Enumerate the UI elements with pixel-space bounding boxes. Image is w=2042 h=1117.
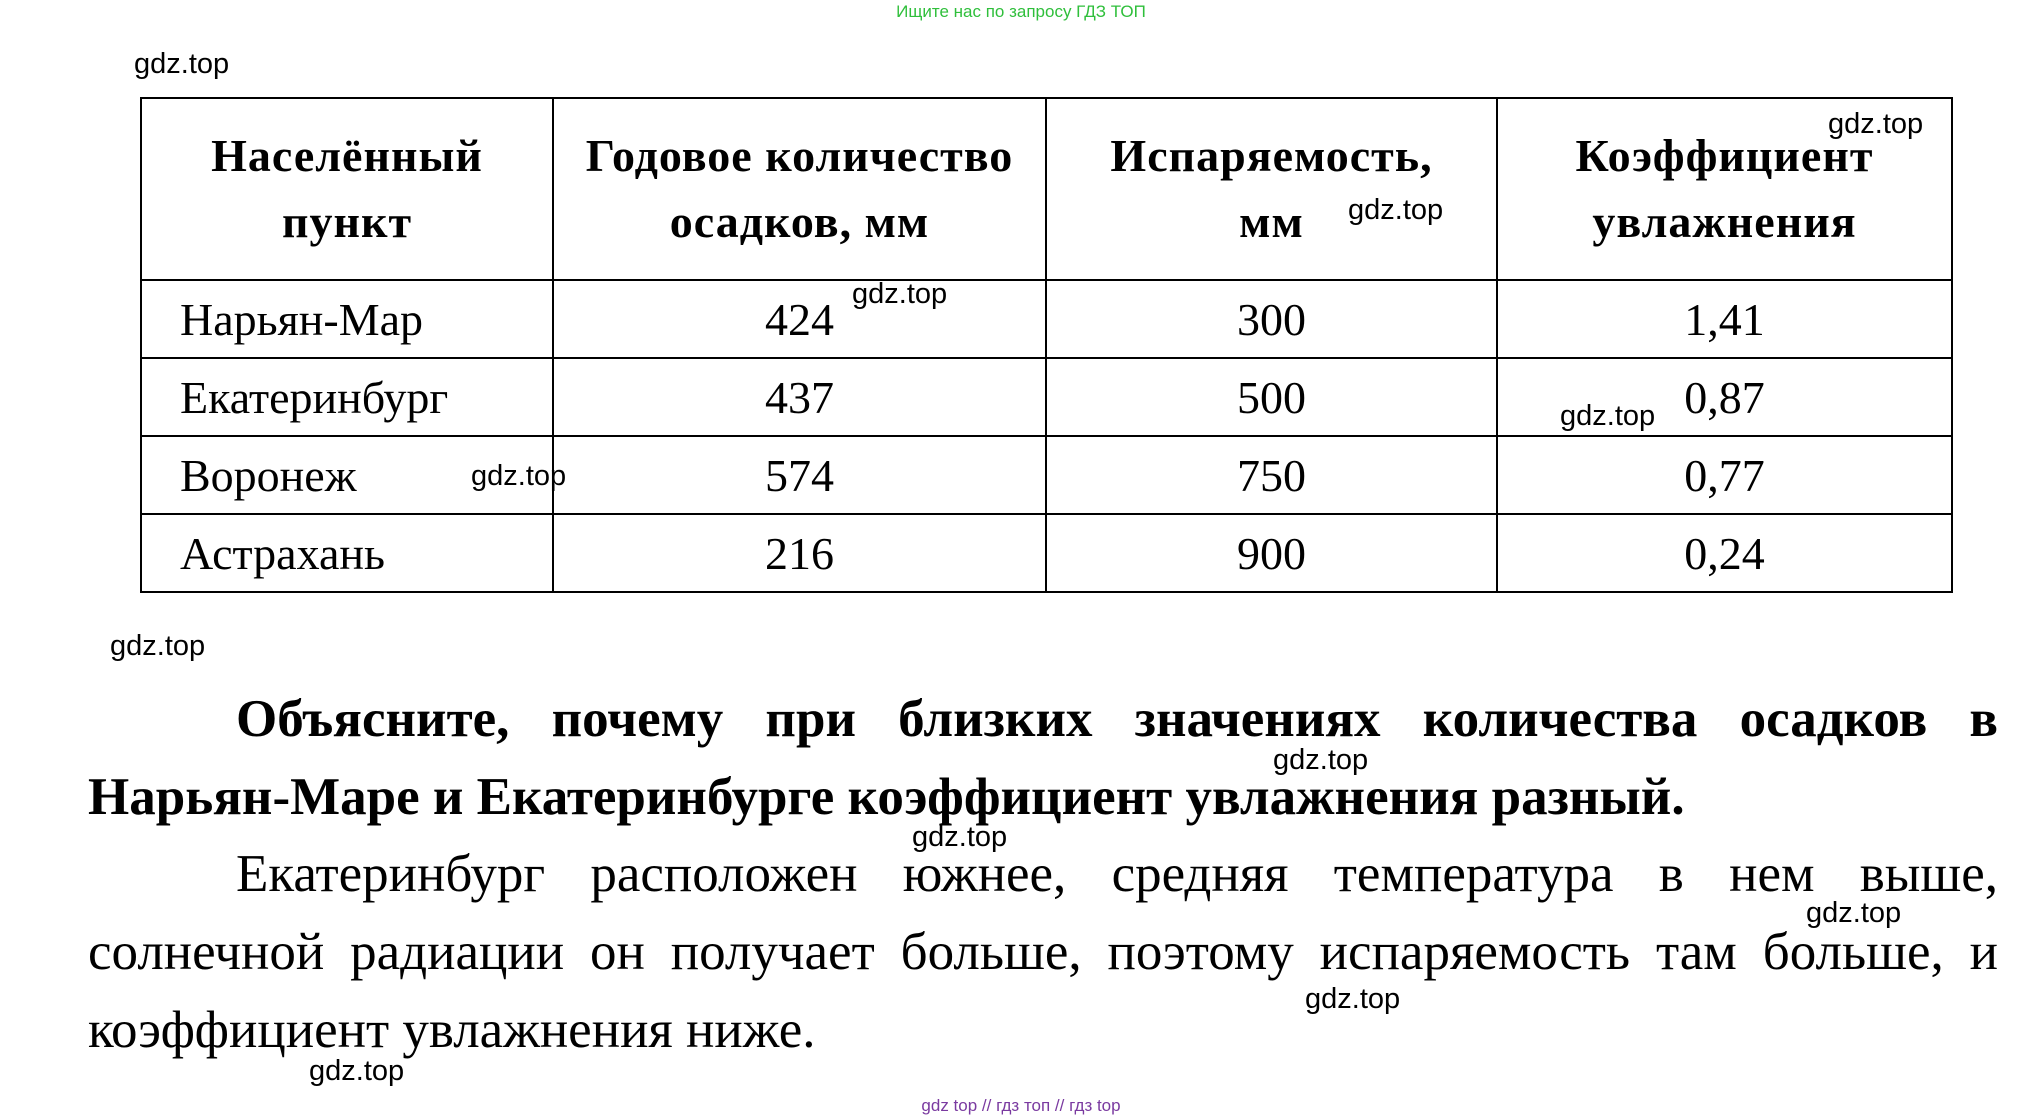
cell-coefficient: 1,41 xyxy=(1497,280,1952,358)
watermark: gdz.top xyxy=(110,630,206,662)
header-coefficient-line1: Коэффициент xyxy=(1575,130,1874,181)
watermark: gdz.top xyxy=(1273,744,1369,776)
watermark: gdz.top xyxy=(1806,897,1902,929)
cell-city: Нарьян-Мар xyxy=(141,280,553,358)
watermark: gdz.top xyxy=(1305,983,1401,1015)
header-precipitation xyxy=(553,98,1046,280)
cell-evaporation: 300 xyxy=(1046,280,1497,358)
watermark: gdz.top xyxy=(309,1055,405,1087)
humidity-table xyxy=(140,97,1953,593)
cell-city: Екатеринбург xyxy=(141,358,553,436)
footer-links: gdz top // гдз топ // гдз top xyxy=(921,1096,1121,1115)
cell-precipitation: 437 xyxy=(553,358,1046,436)
top-banner: Ищите нас по запросу ГДЗ ТОП xyxy=(896,2,1146,21)
table-row xyxy=(141,514,1952,592)
header-settlement-line1: Населённый xyxy=(211,130,483,181)
cell-evaporation: 750 xyxy=(1046,436,1497,514)
cell-city: Воронеж xyxy=(141,436,553,514)
cell-precipitation: 574 xyxy=(553,436,1046,514)
header-settlement-line2: пункт xyxy=(281,196,413,247)
table-header-row xyxy=(141,98,1952,280)
cell-evaporation: 900 xyxy=(1046,514,1497,592)
table-row xyxy=(141,280,1952,358)
question-text: Объясните, почему при близких значениях количества осадков в Нарьян-Маре и Екатеринбурге коэффициент увлажнения разный. xyxy=(88,690,1998,826)
header-evaporation-line2: мм xyxy=(1239,196,1304,247)
watermark: gdz.top xyxy=(1560,400,1656,432)
cell-precipitation: 216 xyxy=(553,514,1046,592)
header-precipitation-line1: Годовое количество xyxy=(585,130,1014,181)
watermark: gdz.top xyxy=(1828,108,1924,140)
header-evaporation xyxy=(1046,98,1497,280)
cell-evaporation: 500 xyxy=(1046,358,1497,436)
watermark: gdz.top xyxy=(471,460,567,492)
watermark: gdz.top xyxy=(912,821,1008,853)
answer-text: Екатеринбург расположен южнее, средняя температура в нем выше, солнечной радиации он получает больше, поэтому испаряемость там больше, и коэффициент увлажнения ниже. xyxy=(88,845,1998,1059)
watermark: gdz.top xyxy=(852,278,948,310)
cell-coefficient: 0,77 xyxy=(1497,436,1952,514)
cell-coefficient: 0,24 xyxy=(1497,514,1952,592)
cell-city: Астрахань xyxy=(141,514,553,592)
header-evaporation-line1: Испаряемость, xyxy=(1110,130,1433,181)
watermark: gdz.top xyxy=(1348,194,1444,226)
cell-coefficient: 0,87 xyxy=(1497,358,1952,436)
table-row xyxy=(141,436,1952,514)
header-coefficient-line2: увлажнения xyxy=(1592,196,1857,247)
header-settlement xyxy=(141,98,553,280)
watermark: gdz.top xyxy=(134,48,230,80)
cell-precipitation: 424 xyxy=(553,280,1046,358)
table-row xyxy=(141,358,1952,436)
header-precipitation-line2: осадков, мм xyxy=(669,196,930,247)
